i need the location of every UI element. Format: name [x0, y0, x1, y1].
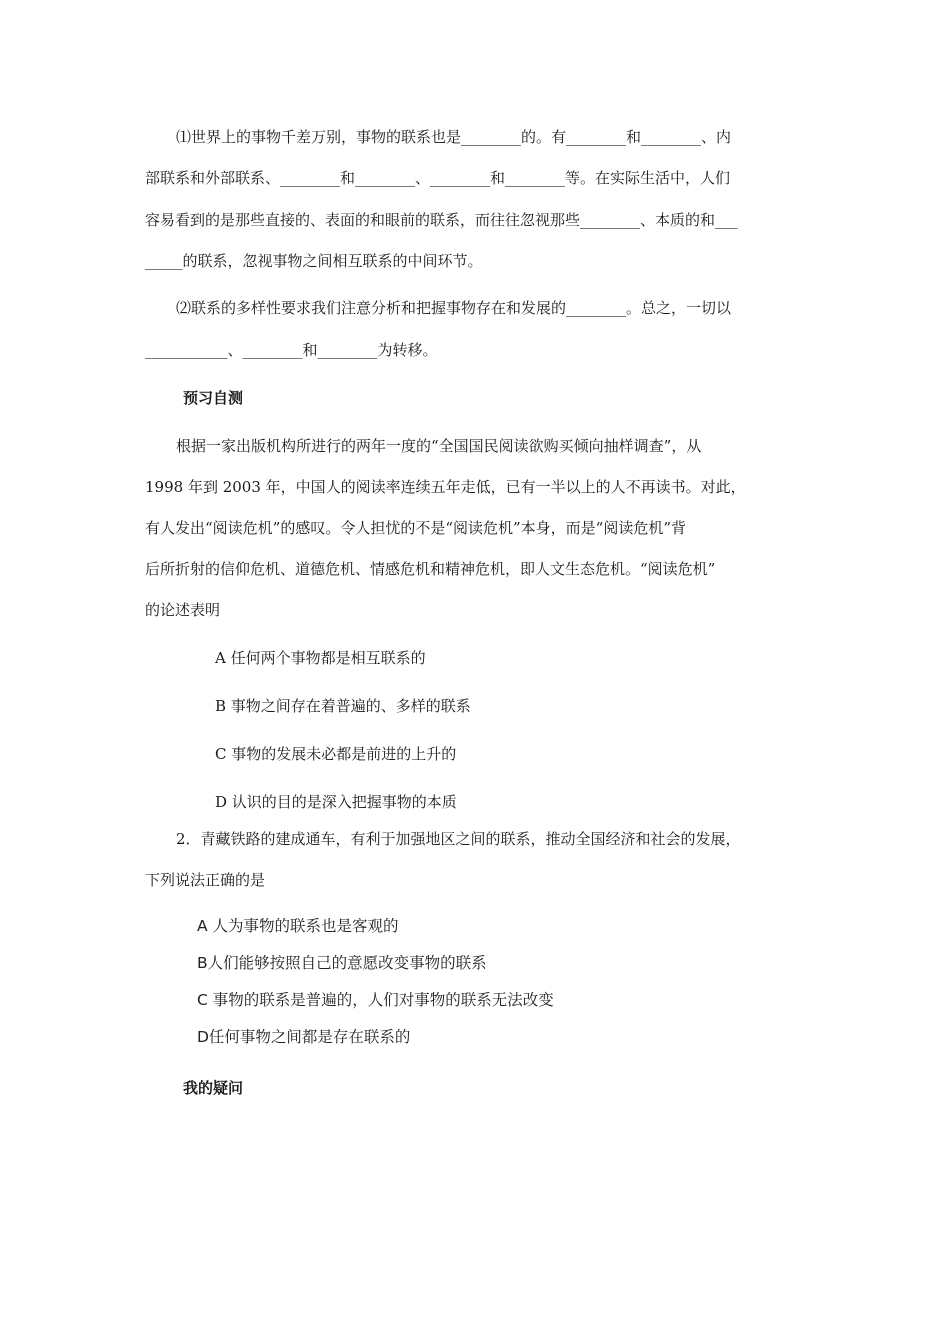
- question-2-option-a: A 人为事物的联系也是客观的: [197, 917, 399, 935]
- question-1-stem-line-2: 1998 年到 2003 年，中国人的阅读率连续五年走低，已有一半以上的人不再读书。对此，: [145, 478, 746, 496]
- paragraph-1-line-4: _____的联系，忽视事物之间相互联系的中间环节。: [145, 252, 483, 270]
- question-1-stem-line-1: 根据一家出版机构所进行的两年一度的“全国国民阅读欲购买倾向抽样调查”，从: [176, 437, 702, 455]
- paragraph-1-line-3: 容易看到的是那些直接的、表面的和眼前的联系，而往往忽视那些________、本质的和___: [145, 211, 738, 229]
- question-2-option-b: B人们能够按照自己的意愿改变事物的联系: [197, 954, 487, 972]
- question-1-stem-line-3: 有人发出“阅读危机”的感叹。令人担忧的不是“阅读危机”本身，而是“阅读危机”背: [145, 519, 687, 537]
- paragraph-1-line-1: ⑴世界上的事物千差万别，事物的联系也是________的。有________和________、内: [176, 128, 732, 146]
- question-1-stem-line-4: 后所折射的信仰危机、道德危机、情感危机和精神危机，即人文生态危机。“阅读危机”: [145, 560, 716, 578]
- question-1-option-c: C 事物的发展未必都是前进的上升的: [215, 745, 457, 763]
- question-2-option-d: D任何事物之间都是存在联系的: [197, 1028, 411, 1046]
- question-2-stem-line-2: 下列说法正确的是: [145, 871, 266, 889]
- paragraph-1-line-2: 部联系和外部联系、________和________、________和________等。在实际生活中，人们: [145, 169, 731, 187]
- question-1-stem-line-5: 的论述表明: [145, 601, 221, 619]
- question-1-option-b: B 事物之间存在着普遍的、多样的联系: [215, 697, 471, 715]
- paragraph-2-line-1: ⑵联系的多样性要求我们注意分析和把握事物存在和发展的________。总之，一切以: [176, 299, 732, 317]
- question-1-option-d: D 认识的目的是深入把握事物的本质: [215, 793, 457, 811]
- paragraph-2-line-2: ___________、________和________为转移。: [145, 341, 438, 359]
- question-2-option-c: C 事物的联系是普遍的，人们对事物的联系无法改变: [197, 991, 554, 1009]
- question-2-stem-line-1: 2．青藏铁路的建成通车，有利于加强地区之间的联系，推动全国经济和社会的发展，: [176, 830, 741, 848]
- question-1-option-a: A 任何两个事物都是相互联系的: [215, 649, 426, 667]
- heading-preview-selftest: 预习自测: [183, 389, 244, 407]
- heading-my-questions: 我的疑问: [183, 1079, 244, 1097]
